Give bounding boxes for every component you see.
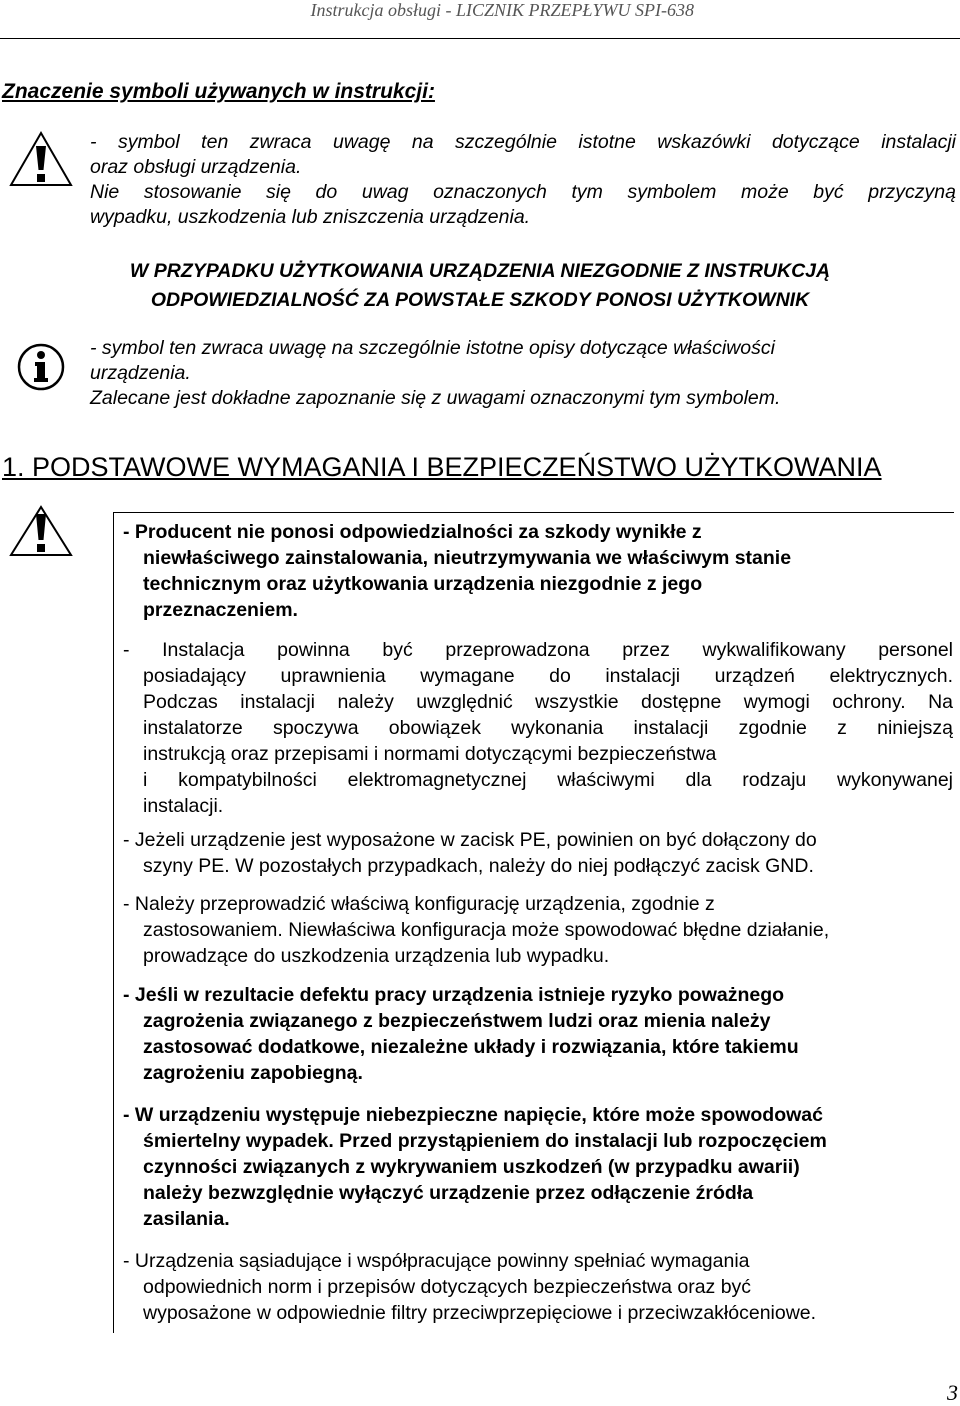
header-title: Instrukcja obsługi - LICZNIK PRZEPŁYWU SPI-638 [310, 0, 694, 20]
safety-item-1 [123, 519, 953, 623]
safety-item-7 [123, 1248, 953, 1326]
safety-item-4 [123, 891, 953, 969]
info-line-2: urządzenia. [90, 362, 191, 384]
safety-item-6 [123, 1102, 953, 1232]
item-line: przeznaczeniem. [143, 599, 298, 621]
liability-warning-line-2: ODPOWIEDZIALNOŚĆ ZA POWSTAŁE SZKODY PONOSI UŻYTKOWNIK [150, 289, 810, 311]
item-line: zastosowaniem. Niewłaściwa konfiguracja może spowodować błędne działanie, [143, 919, 830, 941]
item-line: technicznym oraz użytkowania urządzenia niezgodnie z jego [143, 573, 703, 595]
item-line: odpowiednich norm i przepisów dotyczących bezpieczeństwa oraz być [143, 1276, 752, 1298]
item-line: wyposażone w odpowiednie filtry przeciwprzepięciowe i przeciwzakłóceniowe. [143, 1302, 817, 1324]
page-header [0, 0, 960, 39]
warning-triangle-icon [8, 504, 74, 558]
item-line: - W urządzeniu występuje niebezpieczne napięcie, które może spowodować [123, 1104, 823, 1126]
warning-symbol-description [90, 130, 956, 230]
item-line: szyny PE. W pozostałych przypadkach, należy do niej podłączyć zacisk GND. [143, 855, 814, 877]
item-line: - Jeżeli urządzenie jest wyposażone w zacisk PE, powinien on być dołączony do [123, 829, 817, 851]
section-title: 1. PODSTAWOWE WYMAGANIA I BEZPIECZEŃSTWO UŻYTKOWANIA [2, 452, 882, 482]
item-line: i kompatybilności elektromagnetycznej właściwymi dla rodzaju wykonywanej [143, 769, 953, 791]
item-line: czynności związanych z wykrywaniem uszkodzeń (w przypadku awarii) [143, 1156, 800, 1178]
safety-item-3 [123, 827, 953, 879]
item-line: instalacji. [143, 795, 224, 817]
safety-item-2 [123, 637, 953, 819]
item-line: zagrożeniu zapobiegną. [143, 1062, 363, 1084]
info-line-3: Zalecane jest dokładne zapoznanie się z uwagami oznaczonymi tym symbolem. [90, 387, 781, 409]
warning-line-3: Nie stosowanie się do uwag oznaczonych tym symbolem może być przyczyną [90, 181, 956, 203]
item-line: - Instalacja powinna być przeprowadzona przez wykwalifikowany personel [123, 639, 953, 661]
legend-title: Znaczenie symboli używanych w instrukcji: [2, 80, 435, 103]
page-number: 3 [947, 1380, 958, 1405]
item-line: prowadzące do uszkodzenia urządzenia lub wypadku. [143, 945, 610, 967]
item-line: instalatorze spoczywa obowiązek wykonania instalacji zgodnie z niniejszą [143, 717, 953, 739]
warning-line-2: oraz obsługi urządzenia. [90, 156, 302, 178]
item-line: posiadający uprawnienia wymagane do instalacji urządzeń elektrycznych. [143, 665, 953, 687]
item-line: śmiertelny wypadek. Przed przystąpieniem do instalacji lub rozpoczęciem [143, 1130, 827, 1152]
item-line: niewłaściwego zainstalowania, nieutrzymywania we właściwym stanie [143, 547, 792, 569]
item-line: - Należy przeprowadzić właściwą konfigurację urządzenia, zgodnie z [123, 893, 715, 915]
info-icon [16, 342, 66, 392]
warning-line-1: - symbol ten zwraca uwagę na szczególnie istotne wskazówki dotyczące instalacji [90, 131, 956, 153]
item-line: zastosować dodatkowe, niezależne układy i rozwiązania, które takiemu [143, 1036, 799, 1058]
item-line: - Jeśli w rezultacie defektu pracy urządzenia istnieje ryzyko poważnego [123, 984, 785, 1006]
item-line: - Producent nie ponosi odpowiedzialności za szkody wynikłe z [123, 521, 702, 543]
warning-triangle-icon [8, 130, 74, 188]
item-line: zagrożenia związanego z bezpieczeństwem ludzi oraz mienia należy [143, 1010, 771, 1032]
item-line: zasilania. [143, 1208, 230, 1230]
liability-warning [0, 257, 960, 315]
warning-line-4: wypadku, uszkodzenia lub zniszczenia urządzenia. [90, 206, 531, 228]
info-line-1: - symbol ten zwraca uwagę na szczególnie istotne opisy dotyczące właściwości [90, 337, 775, 359]
liability-warning-line-1: W PRZYPADKU UŻYTKOWANIA URZĄDZENIA NIEZGODNIE Z INSTRUKCJĄ [129, 260, 831, 282]
item-line: należy bezwzględnie wyłączyć urządzenie przez odłączenie źródła [143, 1182, 754, 1204]
item-line: Podczas instalacji należy uwzględnić wszystkie dostępne wymogi ochrony. Na [143, 691, 953, 713]
safety-item-5 [123, 982, 953, 1086]
item-line: instrukcją oraz przepisami i normami dotyczącymi bezpieczeństwa [143, 743, 717, 765]
info-symbol-description [90, 336, 956, 411]
item-line: - Urządzenia sąsiadujące i współpracujące powinny spełniać wymagania [123, 1250, 750, 1272]
